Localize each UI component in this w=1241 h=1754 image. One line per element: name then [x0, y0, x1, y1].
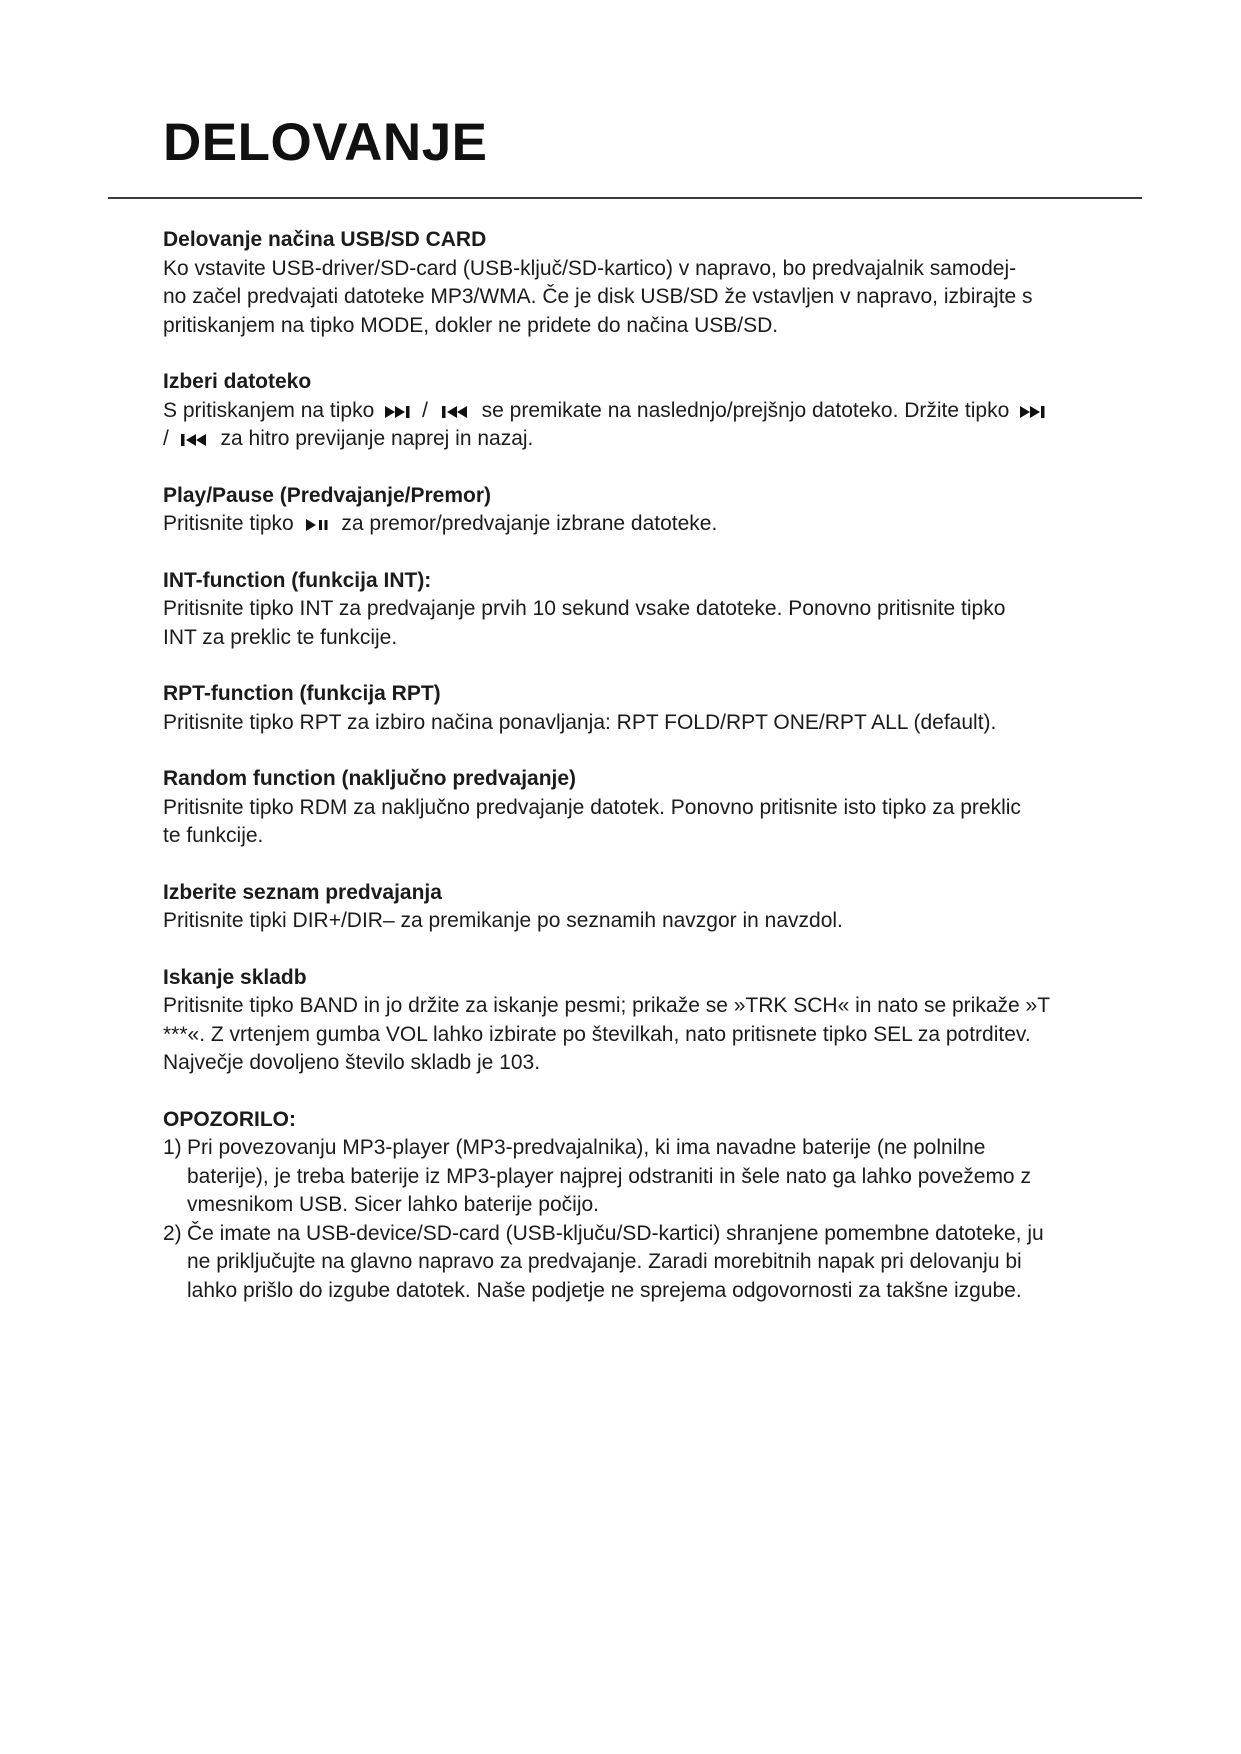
paragraph-line: no začel predvajati datoteke MP3/WMA. Če je disk USB/SD že vstavljen v napravo, izbirajte s — [163, 285, 1033, 308]
paragraph-line: Pritisnite tipko BAND in jo držite za iskanje pesmi; prikaže se »TRK SCH« in nato se prikaže »T — [163, 994, 1051, 1017]
paragraph-line: pritiskanjem na tipko MODE, dokler ne pridete do načina USB/SD. — [163, 313, 779, 337]
paragraph-text: se premikate na naslednjo/prejšnjo datoteko. Držite tipko — [481, 398, 1010, 422]
section-int-function — [163, 567, 1083, 653]
section-heading: Random function (naključno predvajanje) — [163, 767, 577, 790]
paragraph-line: Pritisnite tipko INT za predvajanje prvih 10 sekund vsake datoteke. Ponovno pritisnite tipko — [163, 597, 1006, 620]
paragraph-line: te funkcije. — [163, 824, 264, 847]
section-heading: Iskanje skladb — [163, 965, 307, 989]
paragraph-line: Če imate na USB-device/SD-card (USB-ključu/SD-kartici) shranjene pomembne datoteke, ju — [187, 1221, 1044, 1245]
paragraph-line: ***«. Z vrtenjem gumba VOL lahko izbirate po številkah, nato pritisnete tipko SEL za potrditev. — [163, 1022, 1031, 1046]
paragraph-line: vmesnikom USB. Sicer lahko baterije počijo. — [187, 1193, 600, 1216]
section-playlist — [163, 879, 1083, 936]
section-heading: Delovanje načina USB/SD CARD — [163, 228, 487, 251]
section-warning — [163, 1106, 1083, 1306]
paragraph-text: za premor/predvajanje izbrane datoteke. — [341, 512, 718, 535]
paragraph-text: S pritiskanjem na tipko — [163, 398, 375, 422]
section-rpt-function — [163, 680, 1083, 737]
slash-separator: / — [422, 398, 428, 422]
paragraph-line: Pritisnite tipki DIR+/DIR– za premikanje po seznamih navzgor in navzdol. — [163, 909, 843, 932]
paragraph-line — [163, 510, 1083, 539]
slash-separator: / — [163, 427, 169, 450]
section-track-search — [163, 964, 1083, 1078]
section-play-pause — [163, 482, 1083, 539]
next-track-icon — [385, 405, 415, 419]
warning-item — [163, 1220, 1083, 1306]
paragraph-text: Pritisnite tipko — [163, 512, 294, 535]
previous-track-icon — [441, 405, 471, 419]
section-heading: Play/Pause (Predvajanje/Premor) — [163, 483, 491, 507]
paragraph-line: INT za preklic te funkcije. — [163, 625, 398, 649]
next-track-icon — [1020, 405, 1050, 419]
warning-list — [163, 1134, 1083, 1305]
paragraph-line: Ko vstavite USB-driver/SD-card (USB-ključ/SD-kartico) v napravo, bo predvajalnik samodej- — [163, 256, 1017, 280]
paragraph-line: baterije), je treba baterije iz MP3-player najprej odstraniti in šele nato ga lahko povežemo z — [187, 1164, 1031, 1188]
page-title: DELOVANJE — [163, 113, 488, 172]
paragraph-line — [163, 397, 1083, 454]
title-divider — [108, 197, 1142, 199]
section-heading: Izberite seznam predvajanja — [163, 880, 442, 904]
play-pause-icon — [305, 518, 331, 532]
previous-track-icon — [180, 433, 210, 447]
document-body — [163, 226, 1083, 1333]
section-select-file — [163, 368, 1083, 454]
paragraph-line: Največje dovoljeno število skladb je 103. — [163, 1051, 541, 1074]
paragraph-line: Pri povezovanju MP3-player (MP3-predvajalnika), ki ima navadne baterije (ne polnilne — [187, 1136, 986, 1159]
paragraph-line: lahko prišlo do izgube datotek. Naše podjetje ne sprejema odgovornosti za takšne izgube. — [187, 1278, 1022, 1302]
warning-heading: OPOZORILO: — [163, 1107, 296, 1131]
warning-item-number: 1) — [163, 1136, 182, 1159]
section-usb-sd — [163, 226, 1083, 340]
paragraph-line: Pritisnite tipko RPT za izbiro načina ponavljanja: RPT FOLD/RPT ONE/RPT ALL (default). — [163, 710, 997, 734]
section-heading: INT-function (funkcija INT): — [163, 568, 432, 592]
warning-item — [163, 1134, 1083, 1220]
section-heading: Izberi datoteko — [163, 370, 312, 393]
paragraph-text: za hitro previjanje naprej in nazaj. — [220, 427, 534, 450]
paragraph-line: Pritisnite tipko RDM za naključno predvajanje datotek. Ponovno pritisnite isto tipko za preklic — [163, 795, 1021, 819]
section-random-function — [163, 765, 1083, 851]
paragraph-line: ne priključujte na glavno napravo za predvajanje. Zaradi morebitnih napak pri delovanju bi — [187, 1250, 1022, 1273]
warning-item-number: 2) — [163, 1221, 182, 1245]
section-heading: RPT-function (funkcija RPT) — [163, 682, 441, 705]
